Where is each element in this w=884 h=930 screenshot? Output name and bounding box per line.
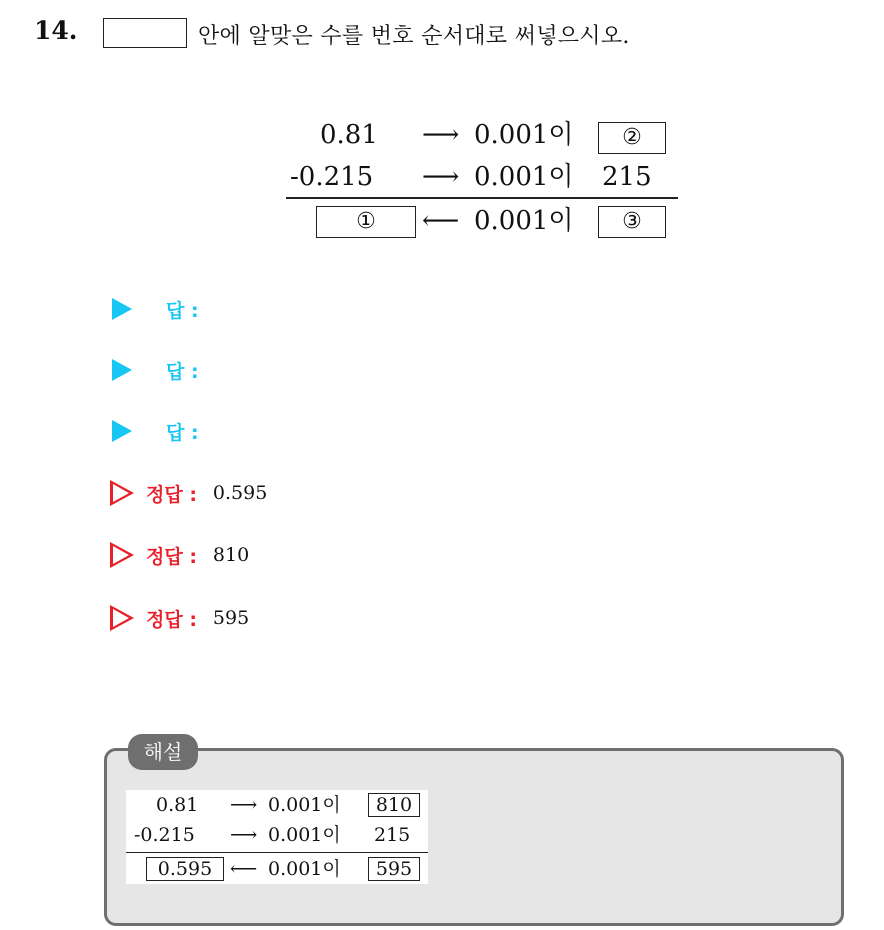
- correct-value: 810: [212, 544, 250, 566]
- fig-row2-subtrahend: -0.215: [290, 162, 374, 192]
- fig-box-3: ③: [598, 206, 666, 238]
- answer-label: 답 :: [166, 299, 199, 322]
- fig-row1-arrow: ⟶: [422, 120, 460, 150]
- correct-row-1: [110, 478, 267, 508]
- outline-triangle-icon: [110, 480, 134, 506]
- sol-box-595: 595: [368, 857, 420, 881]
- explanation-tag: 해설: [128, 734, 198, 770]
- subtraction-figure: [280, 118, 680, 248]
- sol-row2-value: 215: [374, 824, 411, 846]
- blank-box: [103, 18, 187, 48]
- sol-row2-arrow: ⟶: [230, 824, 258, 846]
- fig-row2-unit: 0.001이: [474, 162, 574, 192]
- fig-box-1: ①: [316, 206, 416, 238]
- play-triangle-icon: [112, 420, 132, 442]
- fig-row1-unit: 0.001이: [474, 120, 574, 150]
- sol-box-0595: 0.595: [146, 857, 224, 881]
- sol-row2-unit: 0.001이: [268, 824, 341, 846]
- correct-row-3: [110, 603, 249, 633]
- fig-row2-arrow: ⟶: [422, 162, 460, 192]
- answer-label: 답 :: [166, 360, 199, 383]
- sol-box-810: 810: [368, 793, 420, 817]
- correct-label: 정답 :: [146, 483, 197, 506]
- correct-row-2: [110, 540, 249, 570]
- answer-row-3: [110, 416, 199, 446]
- sol-row1-unit: 0.001이: [268, 794, 341, 816]
- correct-label: 정답 :: [146, 545, 197, 568]
- sol-row2-subtrahend: -0.215: [134, 824, 195, 846]
- sol-row1-minuend: 0.81: [156, 794, 199, 816]
- correct-label: 정답 :: [146, 608, 197, 631]
- answer-row-1: [110, 294, 199, 324]
- question-text: 안에 알맞은 수를 번호 순서대로 써넣으시오.: [198, 24, 630, 49]
- fig-row3-arrow: ⟵: [422, 206, 460, 236]
- correct-value: 595: [212, 607, 250, 629]
- fig-row3-unit: 0.001이: [474, 206, 574, 236]
- play-triangle-icon: [112, 298, 132, 320]
- correct-value: 0.595: [212, 482, 268, 504]
- answer-label: 답 :: [166, 421, 199, 444]
- fig-divider: [286, 197, 678, 199]
- outline-triangle-icon: [110, 542, 134, 568]
- sol-row3-arrow: ⟵: [230, 858, 258, 880]
- sol-row1-arrow: ⟶: [230, 794, 258, 816]
- question-number: 14.: [34, 16, 78, 45]
- sol-divider: [126, 852, 428, 853]
- fig-box-2: ②: [598, 122, 666, 154]
- play-triangle-icon: [112, 359, 132, 381]
- fig-row2-value: 215: [602, 162, 652, 192]
- fig-row1-minuend: 0.81: [320, 120, 378, 150]
- outline-triangle-icon: [110, 605, 134, 631]
- sol-row3-unit: 0.001이: [268, 858, 341, 880]
- answer-row-2: [110, 355, 199, 385]
- solution-figure: [126, 790, 428, 884]
